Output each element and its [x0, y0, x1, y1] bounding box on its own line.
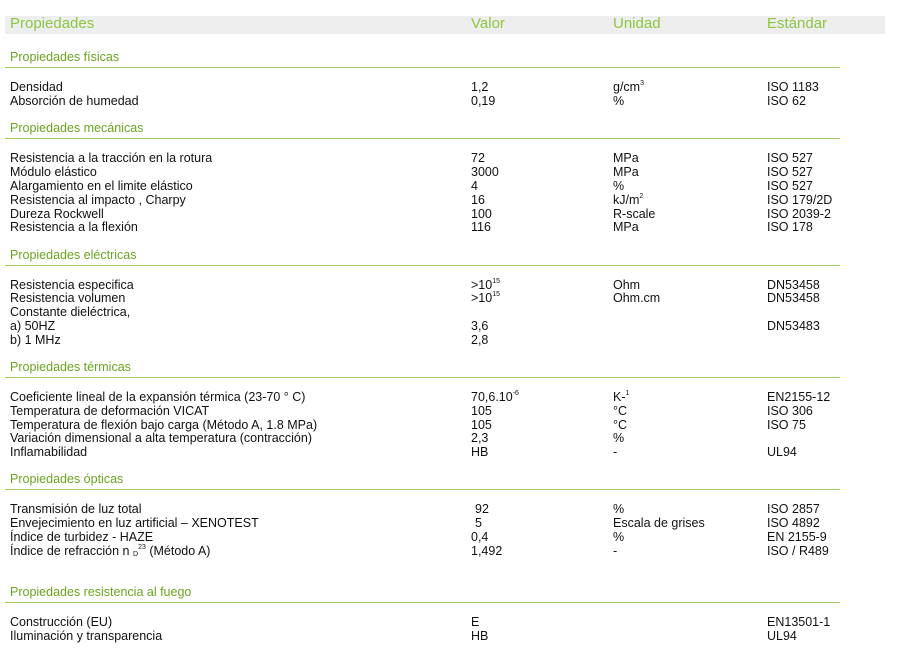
section-divider	[5, 138, 840, 139]
property-name: Resistencia volumen	[10, 291, 126, 305]
header-unit: Unidad	[613, 15, 661, 32]
property-standard: DN53483	[767, 319, 820, 333]
section-divider	[5, 489, 840, 490]
property-name: Inflamabilidad	[10, 445, 88, 459]
property-unit: MPa	[613, 220, 639, 234]
property-name: Índice de refracción n $_D^{23}$ (Método A)	[10, 544, 211, 558]
property-name: Constante dieléctrica,	[10, 305, 131, 319]
property-standard: UL94	[767, 445, 797, 459]
property-unit: %	[613, 502, 625, 516]
section-title-fisicas: Propiedades físicas	[10, 50, 120, 64]
property-standard: ISO 527	[767, 179, 813, 193]
property-value: 2,3	[471, 431, 489, 445]
property-standard: ISO 62	[767, 94, 806, 108]
property-name: Resistencia a la tracción en la rotura	[10, 151, 213, 165]
property-name: Índice de turbidez - HAZE	[10, 530, 154, 544]
property-value: 3,6	[471, 319, 489, 333]
property-unit: Escala de grises	[613, 516, 705, 530]
property-unit: Ohm	[613, 278, 641, 292]
property-standard: ISO / R489	[767, 544, 829, 558]
property-value: 72	[471, 151, 485, 165]
property-value: 2,8	[471, 333, 489, 347]
property-value: 92	[475, 502, 489, 516]
property-value: 16	[471, 193, 485, 207]
property-name: a) 50HZ	[10, 319, 56, 333]
property-unit: %	[613, 179, 625, 193]
section-divider	[5, 67, 840, 68]
property-value: 100	[471, 207, 492, 221]
header-value: Valor	[471, 15, 505, 32]
property-value: 105	[471, 404, 492, 418]
property-unit: %	[613, 530, 625, 544]
property-name: Absorción de humedad	[10, 94, 139, 108]
property-unit: %	[613, 431, 625, 445]
property-standard: UL94	[767, 629, 797, 643]
header-property: Propiedades	[10, 15, 95, 32]
property-name: Módulo elástico	[10, 165, 97, 179]
property-value: 1,2	[471, 80, 489, 94]
section-title-fuego: Propiedades resistencia al fuego	[10, 585, 192, 599]
property-name: Resistencia a la flexión	[10, 220, 138, 234]
property-value: 116	[471, 220, 491, 234]
property-unit: -	[613, 544, 618, 558]
property-value: HB	[471, 445, 489, 459]
property-standard: EN2155-12	[767, 390, 831, 404]
property-value: 5	[475, 516, 482, 530]
property-name: Envejecimiento en luz artificial – XENOTEST	[10, 516, 259, 530]
property-unit: MPa	[613, 151, 639, 165]
section-title-opticas: Propiedades ópticas	[10, 472, 124, 486]
property-unit: °C	[613, 418, 628, 432]
section-divider	[5, 377, 840, 378]
property-standard: ISO 306	[767, 404, 813, 418]
property-standard: DN53458	[767, 278, 820, 292]
property-name: Transmisión de luz total	[10, 502, 142, 516]
property-standard: ISO 527	[767, 165, 813, 179]
property-name: Dureza Rockwell	[10, 207, 104, 221]
property-unit: MPa	[613, 165, 639, 179]
property-value: E	[471, 615, 480, 629]
property-standard: ISO 2039-2	[767, 207, 831, 221]
property-value: $70,6.10^{-6}$	[471, 390, 519, 404]
property-value: $>10^{15}$	[471, 291, 501, 305]
property-value: 4	[471, 179, 478, 193]
property-value: 0,4	[471, 530, 489, 544]
property-standard: EN 2155-9	[767, 530, 827, 544]
property-name: Resistencia al impacto , Charpy	[10, 193, 186, 207]
property-value: $>10^{15}$	[471, 278, 501, 292]
property-standard: ISO 178	[767, 220, 813, 234]
property-unit: $kJ/m^2$	[613, 193, 644, 207]
header-standard: Estándar	[767, 15, 828, 32]
table-header-background	[5, 16, 885, 34]
property-unit: $g/cm^3$	[613, 80, 644, 94]
property-name: Variación dimensional a alta temperatura (contracción)	[10, 431, 313, 445]
property-value: 105	[471, 418, 492, 432]
property-value: 3000	[471, 165, 499, 179]
property-name: Coeficiente lineal de la expansión térmica (23-70 ° C)	[10, 390, 306, 404]
property-name: Temperatura de flexión bajo carga (Método A, 1.8 MPa)	[10, 418, 318, 432]
property-standard: ISO 4892	[767, 516, 820, 530]
property-unit: Ohm.cm	[613, 291, 661, 305]
property-name: Temperatura de deformación VICAT	[10, 404, 210, 418]
property-standard: ISO 527	[767, 151, 813, 165]
section-divider	[5, 265, 840, 266]
property-value: HB	[471, 629, 489, 643]
property-unit: -	[613, 445, 618, 459]
property-standard: ISO 2857	[767, 502, 820, 516]
section-title-mecanicas: Propiedades mecánicas	[10, 121, 144, 135]
property-standard: EN13501-1	[767, 615, 831, 629]
property-name: Densidad	[10, 80, 63, 94]
property-unit: K-$^1$	[613, 390, 630, 404]
property-standard: ISO 1183	[767, 80, 819, 94]
section-divider	[5, 602, 840, 603]
property-unit: R-scale	[613, 207, 656, 221]
property-name: Iluminación y transparencia	[10, 629, 163, 643]
section-title-electricas: Propiedades eléctricas	[10, 248, 137, 262]
property-name: Construcción (EU)	[10, 615, 113, 629]
property-name: Resistencia especifica	[10, 278, 134, 292]
property-standard: ISO 179/2D	[767, 193, 833, 207]
property-name: Alargamiento en el limite elástico	[10, 179, 193, 193]
property-standard: ISO 75	[767, 418, 806, 432]
property-value: 1,492	[471, 544, 503, 558]
section-title-termicas: Propiedades térmicas	[10, 360, 131, 374]
property-unit: %	[613, 94, 625, 108]
property-value: 0,19	[471, 94, 496, 108]
property-standard: DN53458	[767, 291, 820, 305]
property-name: b) 1 MHz	[10, 333, 61, 347]
property-unit: °C	[613, 404, 628, 418]
